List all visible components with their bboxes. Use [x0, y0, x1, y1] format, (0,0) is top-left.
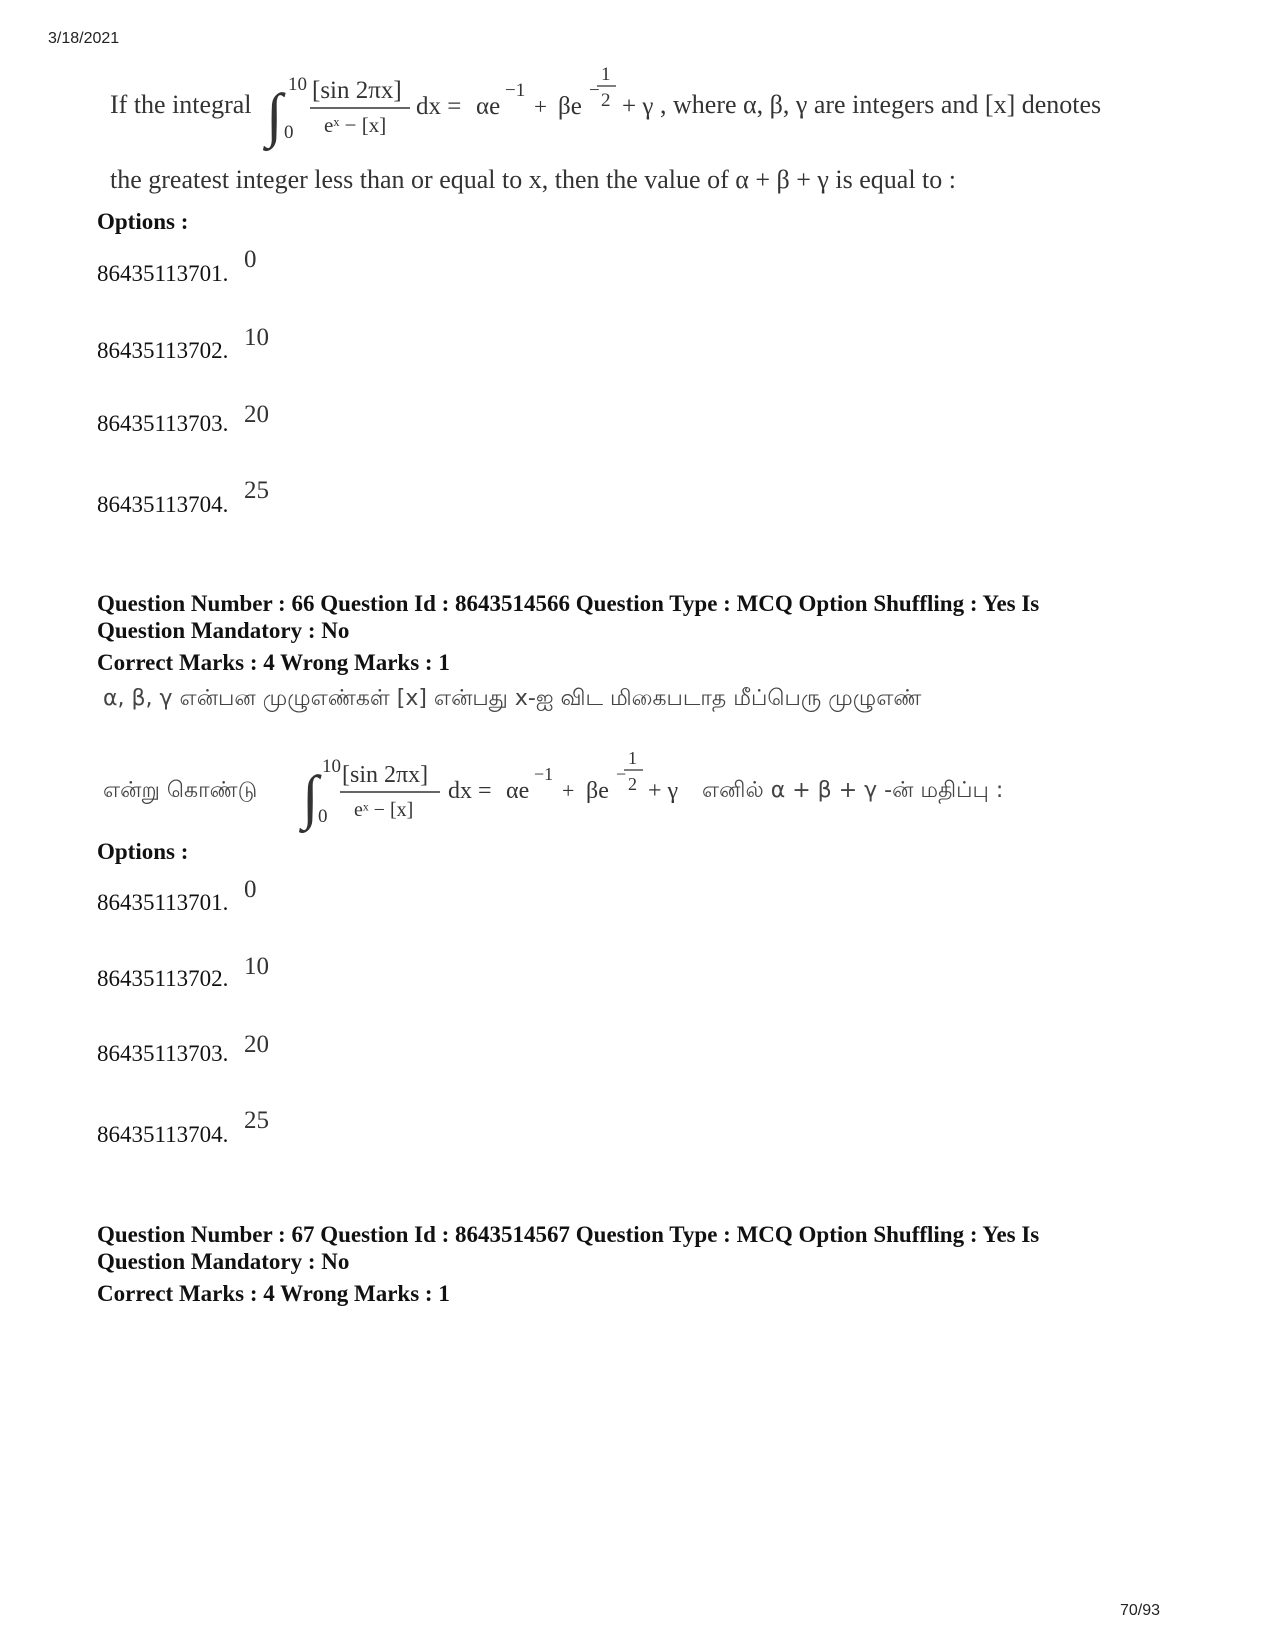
q66-option-4-value[interactable]: 25 — [244, 1107, 269, 1134]
integral-sign: ∫ — [266, 82, 283, 148]
q66-tamil-suffix: எனில் α + β + γ -ன் மதிப்பு : — [702, 778, 1004, 803]
q66-marks: Correct Marks : 4 Wrong Marks : 1 — [97, 650, 450, 675]
q66-tamil-prefix: என்று கொண்டு — [103, 778, 258, 803]
q65-text-prefix: If the integral — [110, 90, 252, 119]
q66-option-1-value[interactable]: 0 — [244, 876, 257, 903]
q67-meta-line2: Question Mandatory : No — [97, 1249, 350, 1274]
q66-integral-formula — [298, 742, 708, 832]
fraction-numerator: [sin 2πx] — [342, 762, 429, 788]
q67-marks: Correct Marks : 4 Wrong Marks : 1 — [97, 1281, 450, 1306]
q65-integral-formula — [262, 60, 682, 150]
beta-exp-minus: − — [589, 80, 600, 101]
q65-option-1-value[interactable]: 0 — [244, 246, 257, 273]
q66-option-3-value[interactable]: 20 — [244, 1031, 269, 1058]
plus-sign: + — [534, 94, 547, 119]
q66-option-4-id: 86435113704. — [97, 1122, 229, 1147]
q65-options-label: Options : — [97, 209, 189, 234]
q65-option-4-id: 86435113704. — [97, 492, 229, 517]
q66-option-2-id: 86435113702. — [97, 966, 229, 991]
q66-options-label: Options : — [97, 839, 189, 864]
q65-option-2-id: 86435113702. — [97, 338, 229, 363]
integral-lower: 0 — [318, 806, 328, 827]
page-number: 70/93 — [1119, 1602, 1160, 1619]
q65-option-3-id: 86435113703. — [97, 411, 229, 436]
integral-sign: ∫ — [302, 764, 319, 830]
plus-sign: + — [562, 778, 575, 803]
q65-option-1-id: 86435113701. — [97, 261, 229, 286]
gamma-term: + γ — [622, 93, 654, 120]
alpha-term: αe — [476, 93, 501, 120]
dx-equals: dx = — [416, 93, 462, 120]
print-date: 3/18/2021 — [48, 30, 120, 47]
beta-exp-minus: − — [616, 764, 627, 784]
integral-lower: 0 — [284, 122, 294, 143]
gamma-term: + γ — [648, 778, 679, 804]
integral-upper: 10 — [288, 74, 307, 95]
q65-option-4-value[interactable]: 25 — [244, 477, 269, 504]
q65-text-tail: , where α, β, γ are integers and [x] denotes — [660, 90, 1102, 119]
q66-option-1-id: 86435113701. — [97, 890, 229, 915]
beta-exp-num: 1 — [628, 748, 637, 768]
alpha-term: αe — [506, 778, 530, 804]
q65-option-3-value[interactable]: 20 — [244, 401, 269, 428]
q66-tamil-line1: α, β, γ என்பன முழுஎண்கள் [x] என்பது x-ஐ விட மிகைபடாத மீப்பெரு முழுஎண் — [103, 686, 922, 711]
q66-meta-line1: Question Number : 66 Question Id : 8643514566 Question Type : MCQ Option Shuffling : Yes Is — [97, 591, 1040, 616]
dx-equals: dx = — [448, 778, 492, 804]
q66-option-2-value[interactable]: 10 — [244, 953, 269, 980]
beta-term: βe — [558, 93, 582, 120]
q67-meta-line1: Question Number : 67 Question Id : 8643514567 Question Type : MCQ Option Shuffling : Yes Is — [97, 1222, 1040, 1247]
q65-text-line2: the greatest integer less than or equal to x, then the value of α + β + γ is equal to : — [110, 165, 956, 194]
q65-option-2-value[interactable]: 10 — [244, 324, 269, 351]
q66-option-3-id: 86435113703. — [97, 1041, 229, 1066]
fraction-denominator: eˣ − [x] — [324, 113, 387, 137]
fraction-numerator: [sin 2πx] — [312, 77, 402, 104]
fraction-denominator: eˣ − [x] — [354, 799, 414, 821]
beta-term: βe — [586, 778, 609, 804]
alpha-exponent: −1 — [534, 764, 554, 784]
beta-exp-num: 1 — [601, 64, 611, 85]
beta-exp-den: 2 — [628, 774, 637, 794]
beta-exp-den: 2 — [601, 90, 611, 111]
alpha-exponent: −1 — [505, 80, 526, 101]
integral-upper: 10 — [322, 756, 341, 777]
q66-meta-line2: Question Mandatory : No — [97, 618, 350, 643]
